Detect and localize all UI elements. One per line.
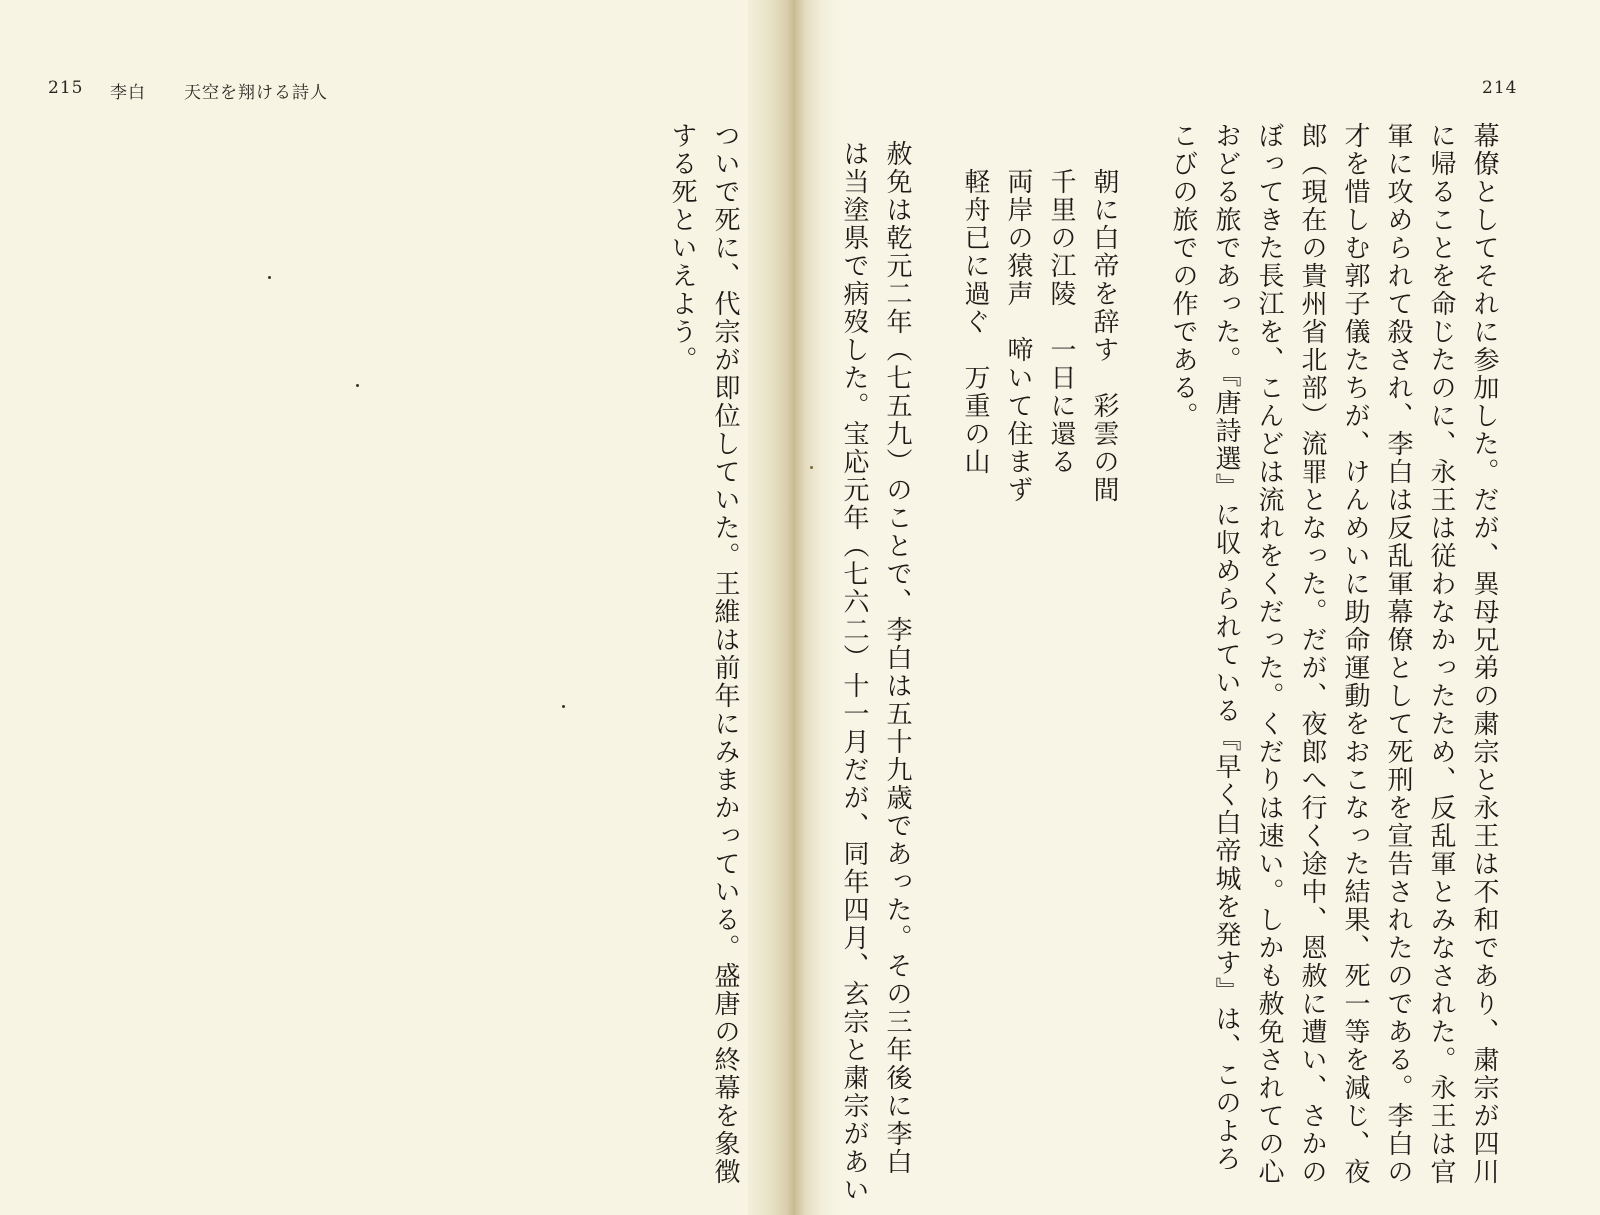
body-text-left <box>656 122 746 1186</box>
text-column: する死といえよう。 <box>667 122 697 374</box>
text-column: こびの旅での作である。 <box>1168 122 1198 430</box>
running-header-title: 天空を翔ける詩人 <box>184 83 328 103</box>
text-column: おどる旅であった。『唐詩選』に収められている『早く白帝城を発す』は、このよろ <box>1211 122 1241 1173</box>
page-number-right: 214 <box>1482 78 1518 98</box>
text-column: ぼってきた長江を、こんどは流れをくだった。くだりは速い。しかも赦免されての心 <box>1254 122 1284 1186</box>
paper-speck <box>356 384 359 387</box>
paper-speck <box>810 466 813 469</box>
poem-line: 朝に白帝を辞す 彩雲の間 <box>1089 168 1119 504</box>
text-column: 幕僚としてそれに参加した。だが、異母兄弟の粛宗と永王は不和であり、粛宗が四川 <box>1469 122 1499 1186</box>
text-column: 赦免は乾元二年（七五九）のことで、李白は五十九歳であった。その三年後に李白 <box>882 140 912 1176</box>
paper-speck <box>562 705 565 708</box>
text-column: 郎（現在の貴州省北部）流罪となった。だが、夜郎へ行く途中、恩赦に遭い、さかの <box>1297 122 1327 1186</box>
body-text-right <box>1150 122 1505 1186</box>
text-column: は当塗県で病歿した。宝応元年（七六二）十一月だが、同年四月、玄宗と粛宗があい <box>839 140 869 1204</box>
text-column: に帰ることを命じたのに、永王は従わなかったため、反乱軍とみなされた。永王は官 <box>1426 122 1456 1186</box>
running-header-author: 李白 <box>110 83 146 103</box>
page-number-left: 215 <box>48 78 84 98</box>
poem-line: 軽舟已に過ぐ 万重の山 <box>960 168 990 476</box>
text-column: 軍に攻められて殺され、李白は反乱軍幕僚として死刑を宣告されたのである。李白の <box>1383 122 1413 1186</box>
text-column: 才を惜しむ郭子儀たちが、けんめいに助命運動をおこなった結果、死一等を減じ、夜 <box>1340 122 1370 1186</box>
paper-speck <box>268 276 271 279</box>
poem-block <box>950 168 1125 1208</box>
left-page <box>0 0 780 1215</box>
poem-line: 両岸の猿声 啼いて住まず <box>1003 168 1033 504</box>
poem-line: 千里の江陵 一日に還る <box>1046 168 1076 476</box>
text-column: ついで死に、代宗が即位していた。王維は前年にみまかっている。盛唐の終幕を象徴 <box>710 122 740 1186</box>
pardon-paragraph <box>808 140 918 1204</box>
